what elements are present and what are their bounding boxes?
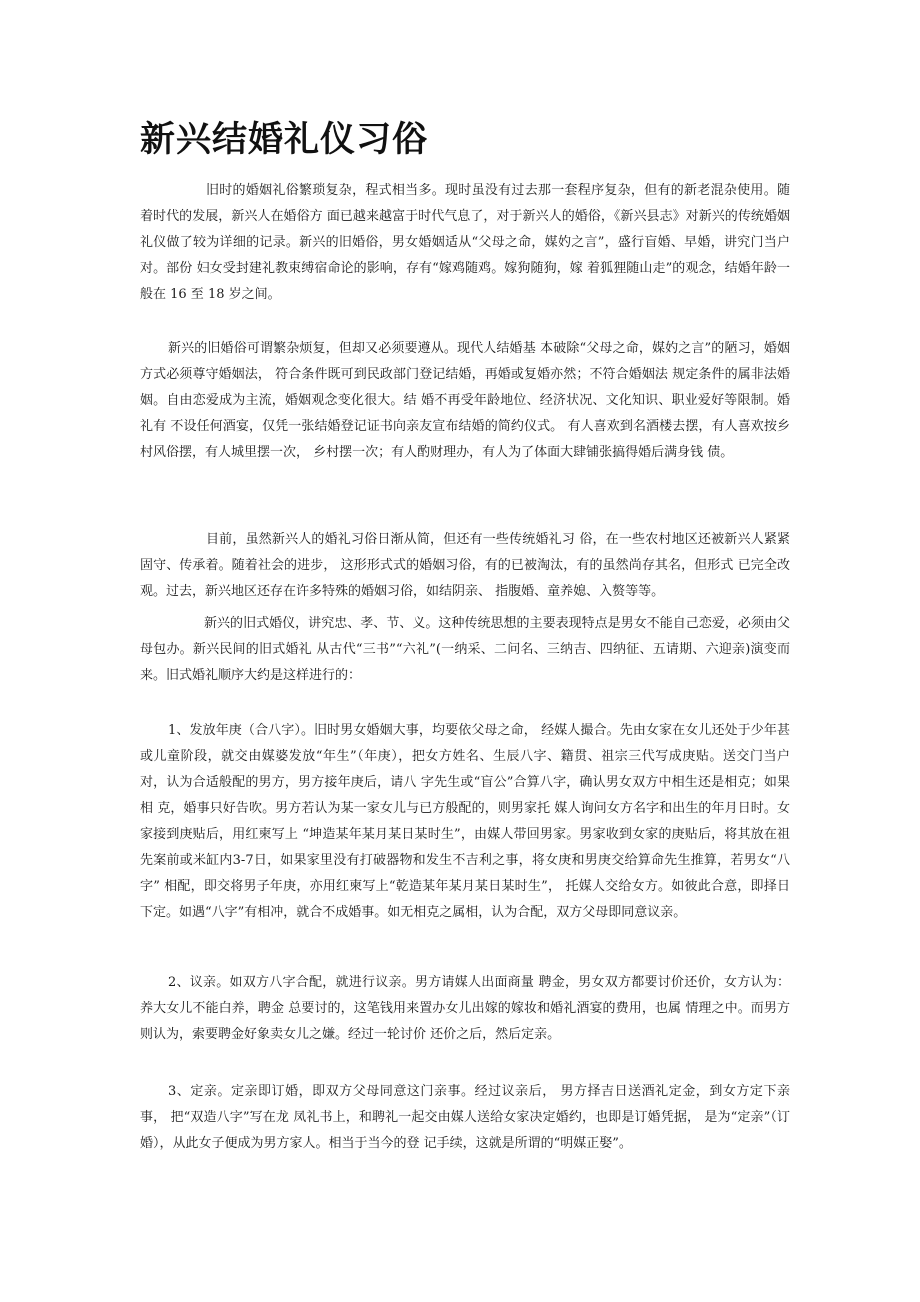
paragraph-step-3: 3、定亲。定亲即订婚，即双方父母同意这门亲事。经过议亲后， 男方择吉日送酒礼定金，到女方定下亲事， 把“双造八字”写在龙 凤礼书上，和聘礼一起交由媒人送给女家决定婚约，也即是订婚凭据， 是为“定亲”（订婚），从此女子便成为男方家人。相当于当今的登 记手续，这就是所谓的“明媒正娶”。 [140,1084,790,1151]
paragraph-step-2: 2、议亲。如双方八字合配，就进行议亲。男方请媒人出面商量 聘金，男女双方都要讨价还价，女方认为：养大女儿不能白养，聘金 总要讨的，这笔钱用来置办女儿出嫁的嫁妆和婚礼酒宴的费用，也属 情理之中。而男方则认为，索要聘金好象卖女儿之嫌。经过一轮讨价 还价之后，然后定亲。 [140,975,790,1042]
paragraph-intro: 旧时的婚姻礼俗繁琐复杂，程式相当多。现时虽没有过去那一套程序复杂，但有的新老混杂使用。随着时代的发展，新兴人在婚俗方 面已越来越富于时代气息了，对于新兴人的婚俗，《新兴县志》对新兴的传统婚姻礼仪做了较为详细的记录。新兴的旧婚俗，男女婚姻适从“父母之命，媒妁之言”，盛行盲婚、早婚，讲究门当户对。部份 妇女受封建礼教束缚宿命论的影响，存有“嫁鸡随鸡。嫁狗随狗，嫁 着狐狸随山走”的观念，结婚年龄一般在 16 至 18 岁之间。 [140,183,790,302]
paragraph-current-customs: 目前，虽然新兴人的婚礼习俗日渐从简，但还有一些传统婚礼习 俗，在一些农村地区还被新兴人紧紧固守、传承着。随着社会的进步， 这形形式式的婚姻习俗，有的已被淘汰，有的虽然尚存其名，但形式 已完全改观。过去，新兴地区还存在许多特殊的婚姻习俗，如结阴亲、 指腹婚、童养媳、入赘等等。 [140,532,790,599]
paragraph-step-1: 1、发放年庚（合八字）。旧时男女婚姻大事，均要依父母之命， 经媒人撮合。先由女家在女儿还处于少年甚或儿童阶段，就交由媒婆发放“年生”（年庚），把女方姓名、生辰八字、籍贯、祖宗三代写成庚贴。送交门当户对，认为合适般配的男方，男方接年庚后，请八 字先生或“盲公”合算八字，确认男女双方中相生还是相克；如果相 克，婚事只好告吹。男方若认为某一家女儿与已方般配的，则男家托 媒人询问女方名字和出生的年月日时。女家接到庚贴后，用红柬写上 “坤造某年某月某日某时生”，由媒人带回男家。男家收到女家的庚贴后，将其放在祖先案前或米缸内3-7日，如果家里没有打破器物和发生不吉利之事，将女庚和男庚交给算命先生推算，若男女“八字” 相配，即交将男子年庚，亦用红柬写上“乾造某年某月某日某时生”， 托媒人交给女方。如彼此合意，即择日下定。如遇“八字”有相冲，就合不成婚事。如无相克之属相，认为合配，双方父母即同意议亲。 [140,723,790,920]
paragraph-old-ceremony: 新兴的旧式婚仪，讲究忠、孝、节、义。这种传统思想的主要表现特点是男女不能自己恋爱，必须由父母包办。新兴民间的旧式婚礼 从古代“三书”“六礼”(一纳采、二问名、三纳吉、四纳征、五请期、六迎亲)演变而来。旧式婚礼顺序大约是这样进行的： [140,616,790,683]
document-title: 新兴结婚礼仪习俗 [140,120,429,160]
paragraph-modern-customs: 新兴的旧婚俗可谓繁杂烦复，但却又必须要遵从。现代人结婚基 本破除“父母之命，媒妁之言”的陋习，婚姻方式必须尊守婚姻法， 符合条件既可到民政部门登记结婚，再婚或复婚亦然；不符合婚姻法 规定条件的属非法婚姻。自由恋爱成为主流，婚姻观念变化很大。结 婚不再受年龄地位、经济状况、文化知识、职业爱好等限制。婚礼有 不设任何酒宴，仅凭一张结婚登记证书向亲友宣布结婚的简约仪式。 有人喜欢到名酒楼去摆，有人喜欢按乡村风俗摆，有人城里摆一次， 乡村摆一次；有人酌财理办，有人为了体面大肆铺张搞得婚后满身钱 债。 [140,341,790,460]
